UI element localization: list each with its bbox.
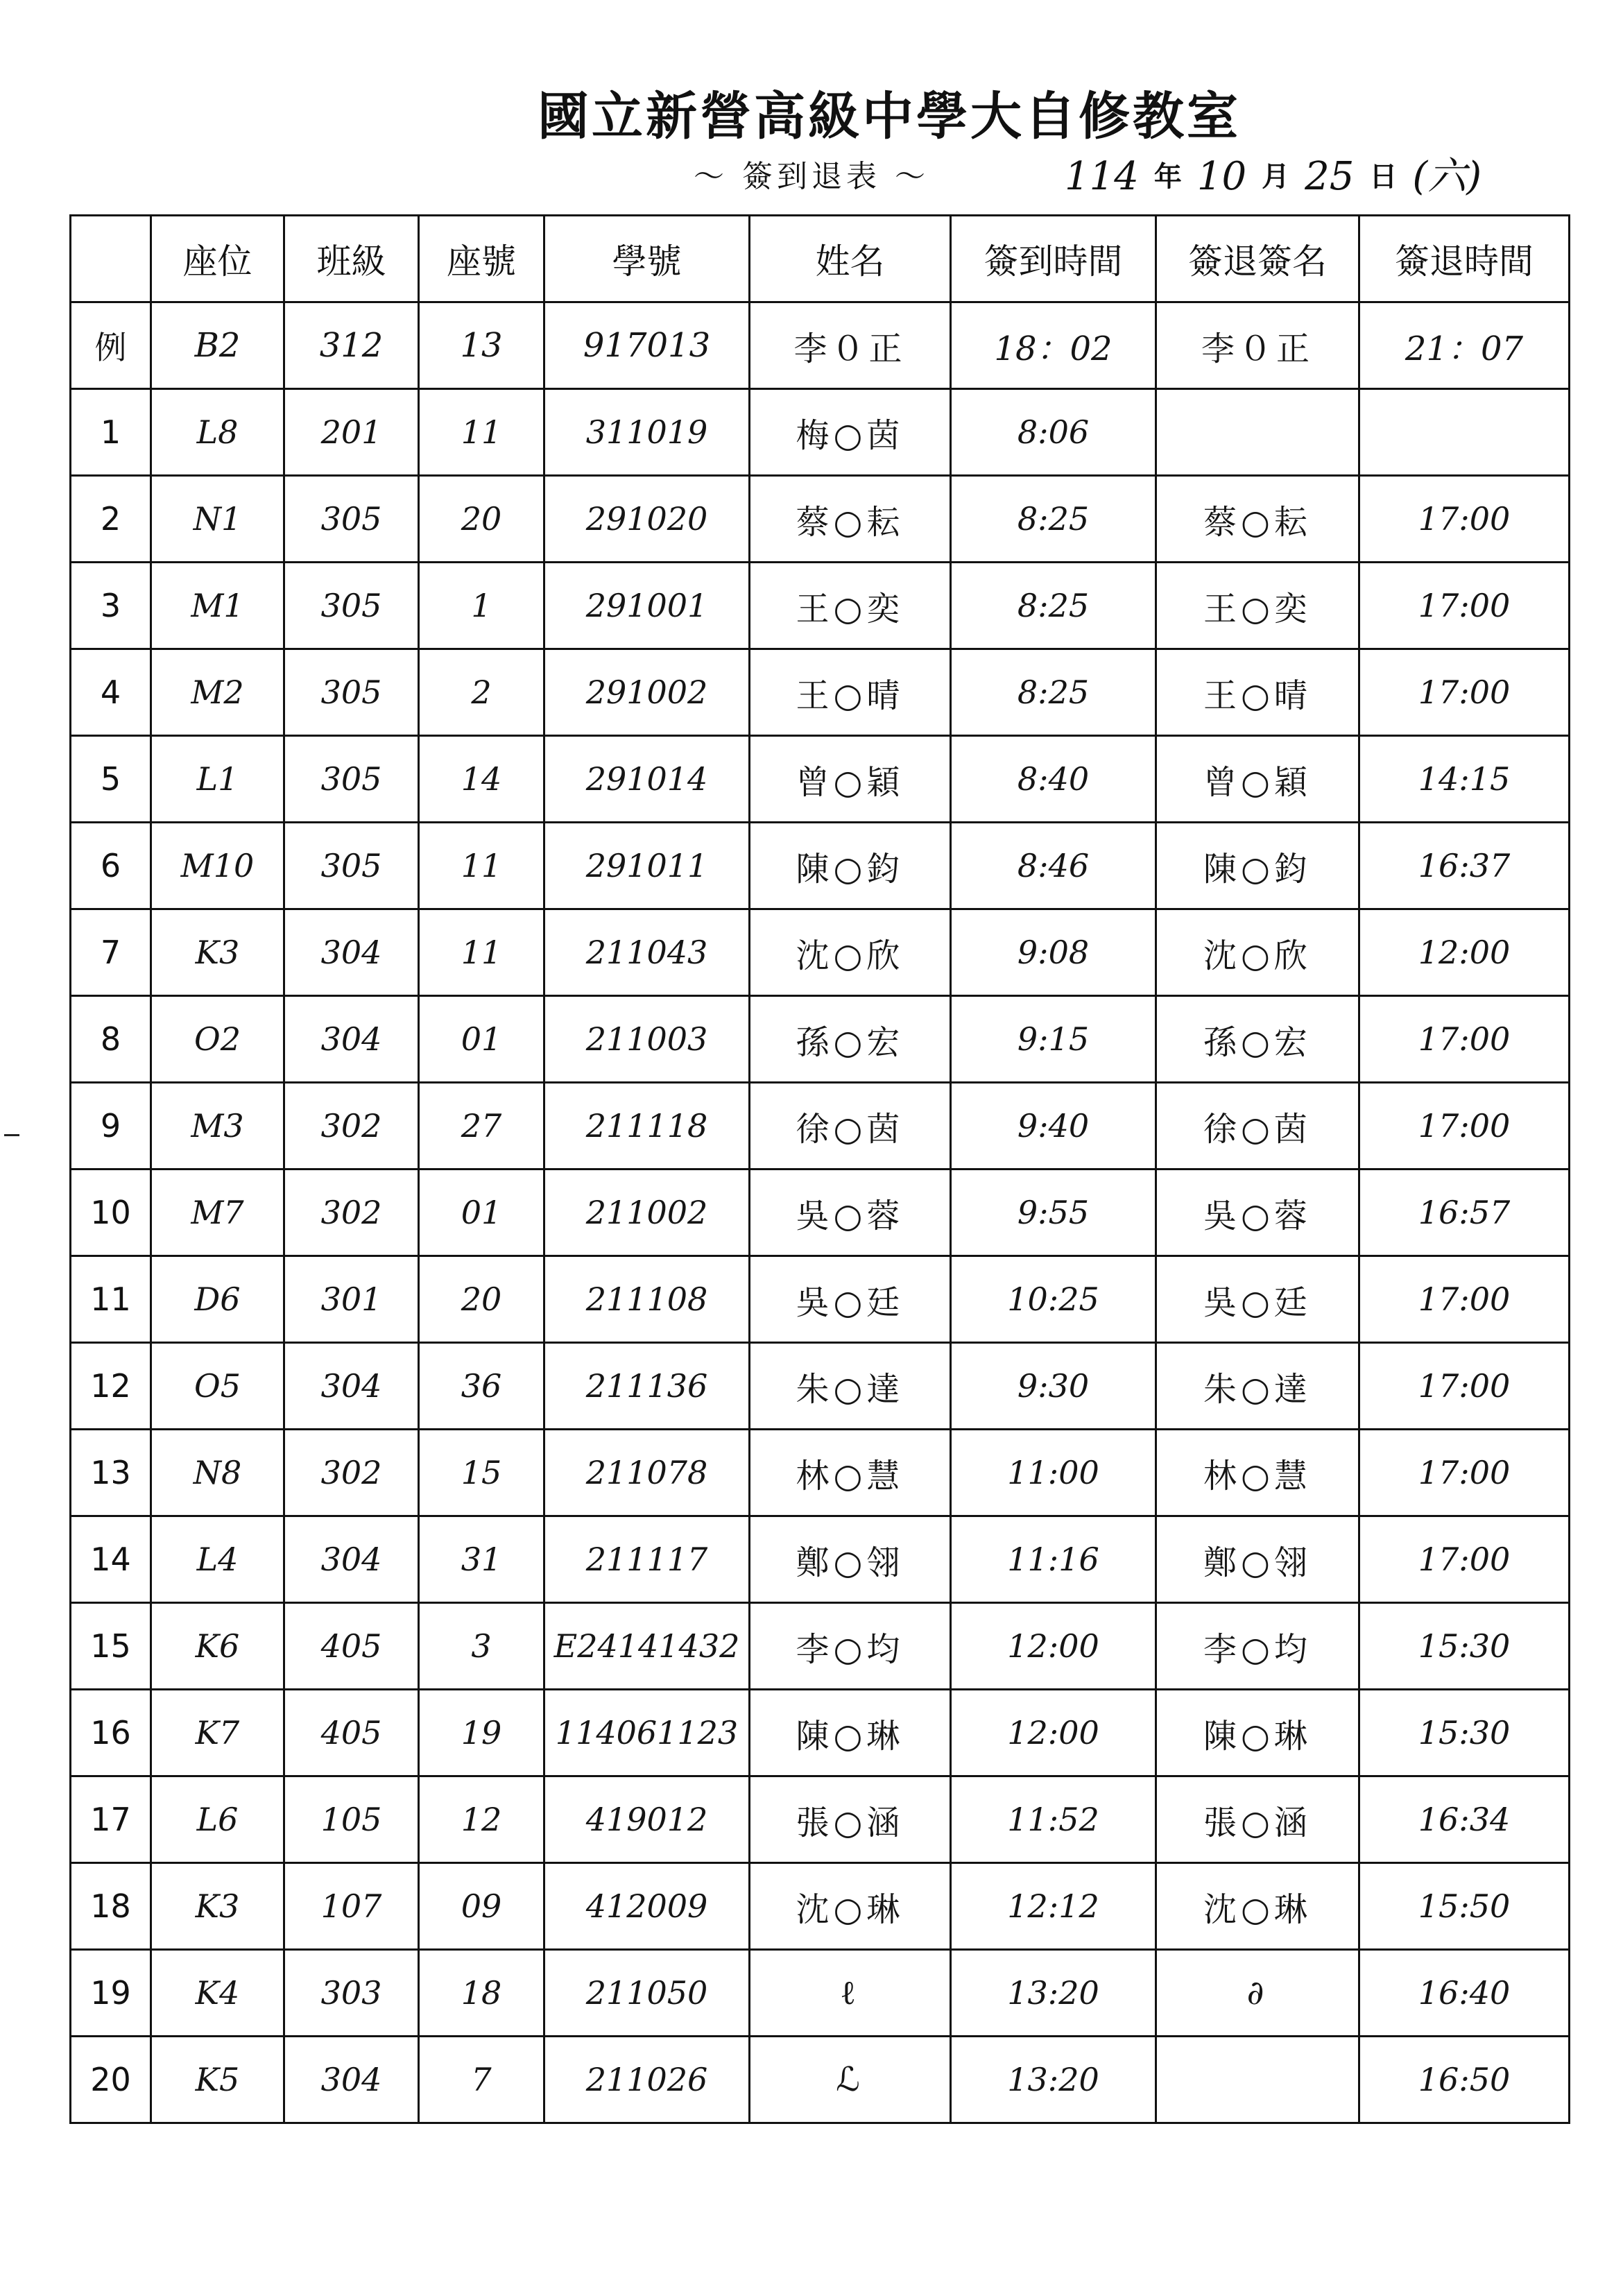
cell-check-in: 8:46	[951, 823, 1156, 909]
cell-index: 12	[71, 1343, 151, 1430]
cell-index: 14	[71, 1516, 151, 1603]
cell-seat: K3	[151, 909, 284, 996]
cell-index: 8	[71, 996, 151, 1083]
cell-seat-no: 20	[419, 1256, 544, 1343]
cell-check-in: 11:00	[951, 1430, 1156, 1516]
cell-class: 304	[284, 909, 419, 996]
cell-class: 107	[284, 1863, 419, 1950]
form-date	[1065, 149, 1482, 205]
cell-check-out: 16:57	[1359, 1170, 1570, 1256]
cell-class: 304	[284, 2037, 419, 2123]
cell-seat: K6	[151, 1603, 284, 1690]
cell-student-id: 211002	[544, 1170, 750, 1256]
cell-student-id: 211003	[544, 996, 750, 1083]
cell-seat: N1	[151, 476, 284, 563]
cell-checkout-signature: 沈○琳	[1156, 1863, 1359, 1950]
cell-check-in: 18：02	[951, 302, 1156, 389]
table-row	[71, 1516, 1570, 1603]
cell-check-out: 21：07	[1359, 302, 1570, 389]
cell-index: 4	[71, 649, 151, 736]
cell-checkout-signature: 陳○琳	[1156, 1690, 1359, 1776]
cell-checkout-signature: 徐○茵	[1156, 1083, 1359, 1170]
cell-name: 孫○宏	[750, 996, 951, 1083]
form-subtitle: ～ 簽到退表 ～	[694, 159, 929, 194]
cell-check-in: 8:25	[951, 563, 1156, 649]
cell-check-out: 17:00	[1359, 649, 1570, 736]
cell-student-id: 291011	[544, 823, 750, 909]
cell-class: 302	[284, 1170, 419, 1256]
table-row	[71, 649, 1570, 736]
cell-student-id: E24141432	[544, 1603, 750, 1690]
cell-seat-no: 14	[419, 736, 544, 823]
cell-check-in: 11:16	[951, 1516, 1156, 1603]
cell-seat: M7	[151, 1170, 284, 1256]
date-year-label: 年	[1153, 160, 1182, 193]
cell-check-in: 13:20	[951, 1950, 1156, 2037]
cell-name: 王○奕	[750, 563, 951, 649]
cell-checkout-signature: 曾○穎	[1156, 736, 1359, 823]
cell-seat-no: 20	[419, 476, 544, 563]
cell-class: 305	[284, 823, 419, 909]
cell-seat: K3	[151, 1863, 284, 1950]
cell-class: 302	[284, 1430, 419, 1516]
cell-seat: L6	[151, 1776, 284, 1863]
cell-seat: O5	[151, 1343, 284, 1430]
sign-in-out-table	[69, 214, 1570, 2124]
cell-checkout-signature: 吳○蓉	[1156, 1170, 1359, 1256]
cell-check-out: 17:00	[1359, 1256, 1570, 1343]
cell-class: 304	[284, 1516, 419, 1603]
table-row	[71, 1256, 1570, 1343]
scan-mark	[4, 1134, 19, 1136]
col-header-index	[71, 216, 151, 302]
cell-index: 5	[71, 736, 151, 823]
cell-name: ℒ	[750, 2037, 951, 2123]
col-header-name: 姓名	[750, 216, 951, 302]
cell-name: 吳○蓉	[750, 1170, 951, 1256]
cell-check-in: 8:25	[951, 649, 1156, 736]
cell-seat: D6	[151, 1256, 284, 1343]
cell-check-out: 14:15	[1359, 736, 1570, 823]
cell-checkout-signature: 蔡○耘	[1156, 476, 1359, 563]
cell-class: 305	[284, 736, 419, 823]
cell-class: 305	[284, 563, 419, 649]
cell-seat: L8	[151, 389, 284, 476]
cell-checkout-signature: 陳○鈞	[1156, 823, 1359, 909]
cell-index: 6	[71, 823, 151, 909]
cell-check-out: 17:00	[1359, 476, 1570, 563]
cell-check-in: 8:40	[951, 736, 1156, 823]
cell-index: 15	[71, 1603, 151, 1690]
cell-name: 沈○欣	[750, 909, 951, 996]
table-row	[71, 823, 1570, 909]
cell-student-id: 211118	[544, 1083, 750, 1170]
cell-seat: M2	[151, 649, 284, 736]
cell-index: 11	[71, 1256, 151, 1343]
header-row	[71, 216, 1570, 302]
cell-check-in: 9:30	[951, 1343, 1156, 1430]
cell-name: 朱○達	[750, 1343, 951, 1430]
cell-seat: N8	[151, 1430, 284, 1516]
cell-checkout-signature: 沈○欣	[1156, 909, 1359, 996]
cell-student-id: 211026	[544, 2037, 750, 2123]
cell-checkout-signature: 王○奕	[1156, 563, 1359, 649]
cell-class: 303	[284, 1950, 419, 2037]
cell-seat-no: 01	[419, 1170, 544, 1256]
cell-index: 3	[71, 563, 151, 649]
cell-checkout-signature: 林○慧	[1156, 1430, 1359, 1516]
table-row	[71, 1690, 1570, 1776]
table-row	[71, 909, 1570, 996]
cell-check-out: 17:00	[1359, 996, 1570, 1083]
cell-index: 16	[71, 1690, 151, 1776]
cell-check-in: 12:12	[951, 1863, 1156, 1950]
col-header-class: 班級	[284, 216, 419, 302]
cell-checkout-signature: ∂	[1156, 1950, 1359, 2037]
table-row	[71, 1950, 1570, 2037]
cell-name: ℓ	[750, 1950, 951, 2037]
cell-check-out: 15:30	[1359, 1603, 1570, 1690]
col-header-seat: 座位	[151, 216, 284, 302]
date-month: 10	[1196, 154, 1247, 199]
cell-class: 312	[284, 302, 419, 389]
cell-class: 305	[284, 649, 419, 736]
cell-checkout-signature: 王○晴	[1156, 649, 1359, 736]
cell-index: 19	[71, 1950, 151, 2037]
cell-student-id: 419012	[544, 1776, 750, 1863]
cell-check-in: 12:00	[951, 1603, 1156, 1690]
cell-name: 王○晴	[750, 649, 951, 736]
cell-check-out: 15:30	[1359, 1690, 1570, 1776]
table-row	[71, 1776, 1570, 1863]
cell-class: 302	[284, 1083, 419, 1170]
cell-check-out: 17:00	[1359, 1430, 1570, 1516]
cell-name: 徐○茵	[750, 1083, 951, 1170]
cell-seat: L4	[151, 1516, 284, 1603]
cell-checkout-signature	[1156, 2037, 1359, 2123]
cell-check-out: 12:00	[1359, 909, 1570, 996]
col-header-check-in: 簽到時間	[951, 216, 1156, 302]
cell-class: 301	[284, 1256, 419, 1343]
cell-check-out: 17:00	[1359, 1083, 1570, 1170]
cell-student-id: 211136	[544, 1343, 750, 1430]
table-row	[71, 996, 1570, 1083]
cell-check-out: 16:37	[1359, 823, 1570, 909]
cell-seat-no: 36	[419, 1343, 544, 1430]
cell-class: 405	[284, 1690, 419, 1776]
cell-check-in: 9:55	[951, 1170, 1156, 1256]
table-row	[71, 563, 1570, 649]
table-row	[71, 1603, 1570, 1690]
cell-check-in: 9:15	[951, 996, 1156, 1083]
cell-index: 18	[71, 1863, 151, 1950]
cell-name: 吳○廷	[750, 1256, 951, 1343]
cell-class: 304	[284, 1343, 419, 1430]
cell-checkout-signature: 李０正	[1156, 302, 1359, 389]
col-header-seat-no: 座號	[419, 216, 544, 302]
cell-check-in: 13:20	[951, 2037, 1156, 2123]
cell-seat-no: 1	[419, 563, 544, 649]
cell-student-id: 114061123	[544, 1690, 750, 1776]
cell-check-out: 17:00	[1359, 1343, 1570, 1430]
cell-seat-no: 01	[419, 996, 544, 1083]
cell-name: 張○涵	[750, 1776, 951, 1863]
cell-class: 304	[284, 996, 419, 1083]
cell-check-out: 17:00	[1359, 1516, 1570, 1603]
cell-seat: O2	[151, 996, 284, 1083]
cell-seat-no: 27	[419, 1083, 544, 1170]
cell-seat: M3	[151, 1083, 284, 1170]
cell-seat-no: 15	[419, 1430, 544, 1516]
cell-check-out: 16:40	[1359, 1950, 1570, 2037]
table-row	[71, 2037, 1570, 2123]
cell-index: 13	[71, 1430, 151, 1516]
cell-student-id: 412009	[544, 1863, 750, 1950]
table-row	[71, 1170, 1570, 1256]
cell-seat-no: 31	[419, 1516, 544, 1603]
cell-name: 沈○琳	[750, 1863, 951, 1950]
cell-check-in: 11:52	[951, 1776, 1156, 1863]
cell-seat-no: 18	[419, 1950, 544, 2037]
cell-student-id: 311019	[544, 389, 750, 476]
cell-checkout-signature: 吳○廷	[1156, 1256, 1359, 1343]
table-row	[71, 1343, 1570, 1430]
cell-check-out	[1359, 389, 1570, 476]
col-header-check-out: 簽退時間	[1359, 216, 1570, 302]
table-row	[71, 1863, 1570, 1950]
cell-student-id: 291001	[544, 563, 750, 649]
cell-check-in: 9:08	[951, 909, 1156, 996]
cell-seat-no: 11	[419, 909, 544, 996]
cell-student-id: 211043	[544, 909, 750, 996]
cell-check-out: 17:00	[1359, 563, 1570, 649]
cell-index: 20	[71, 2037, 151, 2123]
cell-index: 7	[71, 909, 151, 996]
cell-checkout-signature: 朱○達	[1156, 1343, 1359, 1430]
cell-checkout-signature	[1156, 389, 1359, 476]
cell-seat-no: 11	[419, 389, 544, 476]
cell-name: 蔡○耘	[750, 476, 951, 563]
cell-seat-no: 13	[419, 302, 544, 389]
cell-checkout-signature: 李○均	[1156, 1603, 1359, 1690]
cell-seat: K4	[151, 1950, 284, 2037]
cell-student-id: 211050	[544, 1950, 750, 2037]
cell-student-id: 291014	[544, 736, 750, 823]
cell-index: 17	[71, 1776, 151, 1863]
cell-check-in: 9:40	[951, 1083, 1156, 1170]
cell-student-id: 291020	[544, 476, 750, 563]
table-row	[71, 1430, 1570, 1516]
table-row	[71, 389, 1570, 476]
cell-student-id: 211117	[544, 1516, 750, 1603]
cell-name: 梅○茵	[750, 389, 951, 476]
cell-name: 李○均	[750, 1603, 951, 1690]
cell-check-out: 16:34	[1359, 1776, 1570, 1863]
cell-name: 曾○穎	[750, 736, 951, 823]
cell-index: 2	[71, 476, 151, 563]
example-label: 例	[71, 302, 151, 389]
cell-check-in: 10:25	[951, 1256, 1156, 1343]
cell-name: 鄭○翎	[750, 1516, 951, 1603]
cell-seat: B2	[151, 302, 284, 389]
cell-check-in: 12:00	[951, 1690, 1156, 1776]
cell-class: 305	[284, 476, 419, 563]
date-month-label: 月	[1262, 160, 1290, 193]
cell-check-in: 8:25	[951, 476, 1156, 563]
table-row	[71, 1083, 1570, 1170]
cell-checkout-signature: 張○涵	[1156, 1776, 1359, 1863]
cell-class: 405	[284, 1603, 419, 1690]
cell-student-id: 291002	[544, 649, 750, 736]
cell-index: 10	[71, 1170, 151, 1256]
cell-name: 李０正	[750, 302, 951, 389]
cell-class: 201	[284, 389, 419, 476]
cell-name: 陳○鈞	[750, 823, 951, 909]
cell-check-out: 15:50	[1359, 1863, 1570, 1950]
cell-class: 105	[284, 1776, 419, 1863]
cell-checkout-signature: 鄭○翎	[1156, 1516, 1359, 1603]
cell-seat-no: 09	[419, 1863, 544, 1950]
cell-checkout-signature: 孫○宏	[1156, 996, 1359, 1083]
col-header-student-id: 學號	[544, 216, 750, 302]
table-row	[71, 736, 1570, 823]
form-title: 國立新營高級中學大自修教室	[538, 87, 1241, 146]
cell-seat-no: 11	[419, 823, 544, 909]
cell-check-in: 8:06	[951, 389, 1156, 476]
date-year: 114	[1065, 154, 1139, 199]
cell-name: 陳○琳	[750, 1690, 951, 1776]
date-day-label: 日	[1369, 160, 1398, 193]
cell-seat: M10	[151, 823, 284, 909]
table-row	[71, 476, 1570, 563]
cell-seat-no: 19	[419, 1690, 544, 1776]
date-weekday: (六)	[1412, 154, 1482, 199]
cell-student-id: 211108	[544, 1256, 750, 1343]
cell-seat-no: 2	[419, 649, 544, 736]
date-day: 25	[1305, 154, 1355, 199]
cell-seat: K5	[151, 2037, 284, 2123]
cell-seat: K7	[151, 1690, 284, 1776]
cell-index: 1	[71, 389, 151, 476]
cell-index: 9	[71, 1083, 151, 1170]
cell-seat-no: 3	[419, 1603, 544, 1690]
cell-seat-no: 12	[419, 1776, 544, 1863]
cell-check-out: 16:50	[1359, 2037, 1570, 2123]
cell-student-id: 917013	[544, 302, 750, 389]
cell-student-id: 211078	[544, 1430, 750, 1516]
cell-seat: M1	[151, 563, 284, 649]
cell-name: 林○慧	[750, 1430, 951, 1516]
cell-seat-no: 7	[419, 2037, 544, 2123]
col-header-checkout-signature: 簽退簽名	[1156, 216, 1359, 302]
example-row	[71, 302, 1570, 389]
cell-seat: L1	[151, 736, 284, 823]
